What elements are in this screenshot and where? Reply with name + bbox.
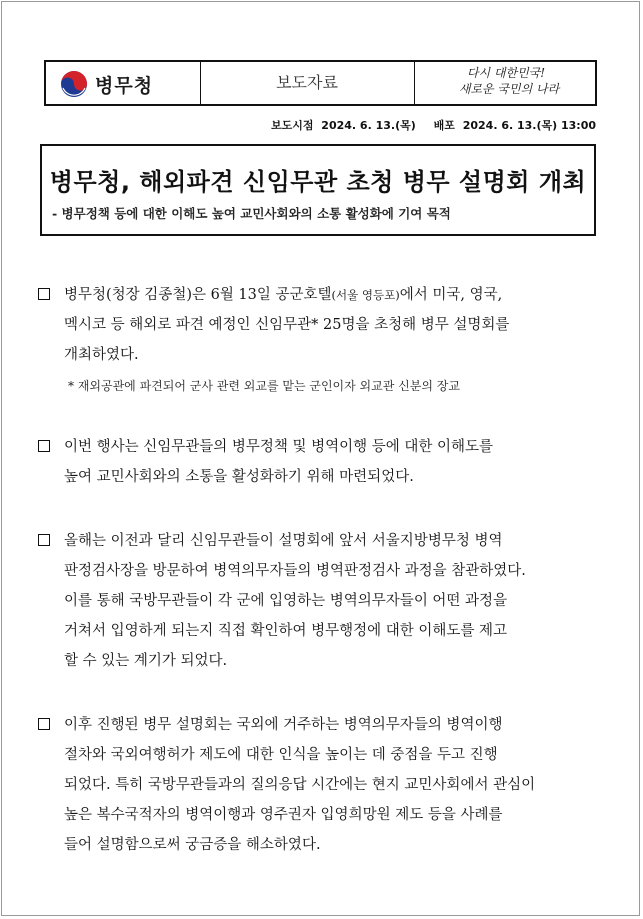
text-line: 이번 행사는 신임무관들의 병무정책 및 병역이행 등에 대한 이해도를 <box>64 439 494 455</box>
paragraph-text <box>64 280 598 370</box>
paragraph-text <box>64 710 598 860</box>
org-name: 병무청 <box>95 74 154 97</box>
slogan <box>416 65 596 97</box>
slogan-line: 다시 대한민국! <box>466 66 546 80</box>
body-paragraph <box>38 710 598 860</box>
body-paragraph <box>38 280 598 370</box>
body-paragraph <box>38 432 598 492</box>
page-subtitle: - 병무정책 등에 대한 이해도 높여 교민사회와의 소통 활성화에 기여 목적 <box>52 206 451 221</box>
text-line: 거쳐서 입영하게 되는지 직접 확인하여 병무행정에 대한 이해도를 제고 <box>64 623 508 639</box>
text-line: 판정검사장을 방문하여 병역의무자들의 병역판정검사 과정을 참관하였다. <box>64 563 526 579</box>
body-paragraph <box>38 526 598 676</box>
text-line: 높여 교민사회와의 소통을 활성화하기 위해 마련되었다. <box>64 469 414 485</box>
text-line: 에서 미국, 영국, <box>399 287 503 303</box>
text-line: 이후 진행된 병무 설명회는 국외에 거주하는 병역의무자들의 병역이행 <box>64 717 503 733</box>
doc-type-label: 보도자료 <box>276 73 338 92</box>
report-date: 2024. 6. 13.(목) <box>321 119 416 132</box>
checkbox-bullet-icon <box>38 718 50 730</box>
report-label: 보도시점 <box>270 119 314 132</box>
mma-logo <box>60 70 153 98</box>
checkbox-bullet-icon <box>38 534 50 546</box>
header-divider <box>200 62 201 104</box>
text-line: 들어 설명함으로써 궁금증을 해소하였다. <box>64 837 321 853</box>
text-line: 절차와 국외여행허가 제도에 대한 인식을 높이는 데 중점을 두고 진행 <box>64 747 498 763</box>
press-release-header <box>44 60 597 106</box>
text-line: 올해는 이전과 달리 신임무관들이 설명회에 앞서 서울지방병무청 병역 <box>64 533 503 549</box>
release-dates <box>267 117 596 133</box>
paragraph-text <box>64 526 598 676</box>
slogan-line: 새로운 국민의 나라 <box>458 82 560 96</box>
text-line: (서울 영등포) <box>331 288 400 302</box>
text-line: 병무청(청장 김종철)은 6월 13일 공군호텔 <box>64 287 332 303</box>
text-line: 개최하였다. <box>64 347 139 363</box>
text-line: 이를 통해 국방무관들이 각 군에 입영하는 병역의무자들이 어떤 과정을 <box>64 593 508 609</box>
text-line: 할 수 있는 계기가 되었다. <box>64 653 228 669</box>
text-line: 되었다. 특히 국방무관들과의 질의응답 시간에는 현지 교민사회에서 관심이 <box>64 777 536 793</box>
footnote: * 재외공관에 파견되어 군사 관련 외교를 맡는 군인이자 외교관 신분의 장교 <box>68 379 460 393</box>
paragraph-text <box>64 432 598 492</box>
page-title: 병무청, 해외파견 신임무관 초청 병무 설명회 개최 <box>49 168 587 196</box>
title-box <box>40 144 596 236</box>
dist-date: 2024. 6. 13.(목) 13:00 <box>462 119 596 132</box>
taegeuk-emblem-icon <box>60 70 88 98</box>
text-line: 높은 복수국적자의 병역이행과 영주권자 입영희망원 제도 등을 사례를 <box>64 807 503 823</box>
checkbox-bullet-icon <box>38 288 50 300</box>
text-line: 멕시코 등 해외로 파견 예정인 신임무관* 25명을 초청해 병무 설명회를 <box>64 317 510 333</box>
header-divider <box>414 62 415 104</box>
dist-label: 배포 <box>433 119 455 132</box>
checkbox-bullet-icon <box>38 440 50 452</box>
